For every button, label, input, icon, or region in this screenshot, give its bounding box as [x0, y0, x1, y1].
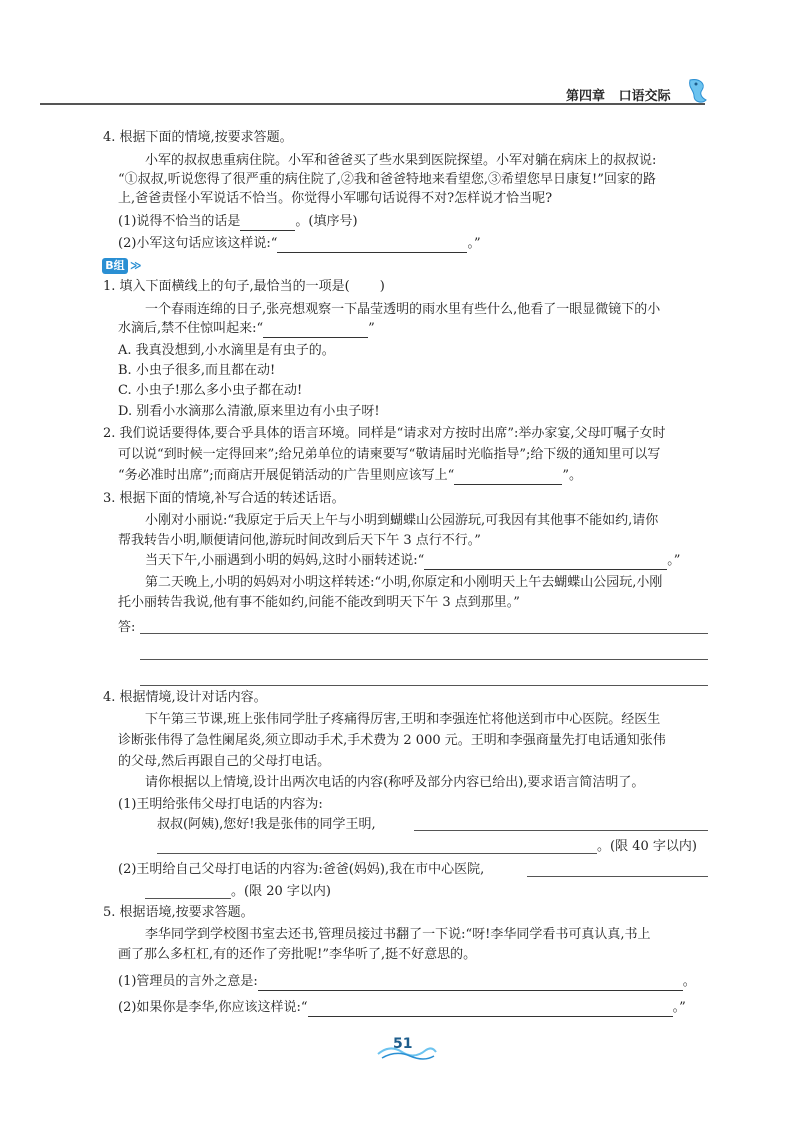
- b5-sub1-prompt: (1)管理员的言外之意是:: [118, 974, 258, 989]
- group-b-badge: B组: [102, 258, 128, 274]
- q4a-sub1: [118, 213, 358, 231]
- q4a-sub2-prompt: (2)小军这句话应该这样说:“: [118, 236, 278, 251]
- q4a-sub2-close: 。”: [467, 236, 481, 251]
- b4-paragraph-line: 诊断张伟得了急性阑尾炎,须立即动手术,手术费为 2 000 元。王明和李强商量先打电话通知张伟: [118, 733, 666, 748]
- b4-sub1-start: 叔叔(阿姨),您好!我是张伟的同学王明,: [157, 817, 376, 832]
- b3-close: 。”: [667, 553, 681, 568]
- b1-quote-close: ”: [368, 321, 375, 336]
- answer-label: 答:: [118, 620, 136, 635]
- answer-line[interactable]: [140, 633, 708, 634]
- b1-title-text: 1. 填入下面横线上的句子,最恰当的一项是(: [103, 279, 350, 294]
- chevron-right-icon: ≫: [130, 259, 142, 272]
- header-rule: [40, 103, 705, 105]
- b3-paragraph-line: 小刚对小丽说:“我原定于后天上午与小明到蝴蝶山公园游玩,可我因有其他事不能如约,请你: [145, 513, 659, 528]
- b4-sub2-prompt: (2)王明给自己父母打电话的内容为:爸爸(妈妈),我在市中心医院,: [118, 862, 485, 877]
- b3-title: 3. 根据下面的情境,补写合适的转述话语。: [103, 491, 345, 506]
- b5-paragraph-line: 李华同学到学校图书室去还书,管理员接过书翻了一下说:“呀!李华同学看书可真认真,书上: [145, 927, 651, 942]
- b4-sub2-limit: 。(限 20 字以内): [231, 884, 331, 899]
- chapter-number: 第四章: [566, 89, 606, 104]
- b2-line3: [118, 467, 582, 485]
- answer-line[interactable]: [140, 685, 708, 686]
- b1-paragraph-line2: [118, 320, 375, 338]
- answer-blank[interactable]: [454, 470, 562, 485]
- b1-paragraph-line: 一个春雨连绵的日子,张亮想观察一下晶莹透明的雨水里有些什么,他看了一眼显微镜下的小: [145, 302, 661, 317]
- page-number: 51: [393, 1036, 413, 1052]
- option-a: A. 我真没想到,小水滴里是有虫子的。: [118, 343, 335, 358]
- b1-title: [103, 278, 385, 296]
- b1-title-close: ): [379, 279, 385, 294]
- b3-paragraph-text: 当天下午,小丽遇到小明的妈妈,这时小丽转述说:“: [145, 553, 425, 568]
- answer-line[interactable]: [145, 898, 231, 899]
- b5-sub2-close: 。”: [672, 1000, 686, 1015]
- q4a-sub2: [118, 235, 481, 253]
- option-d: D. 别看小水滴那么清澈,原来里边有小虫子呀!: [118, 404, 380, 419]
- answer-blank[interactable]: [277, 238, 467, 253]
- b5-paragraph-line: 画了那么多杠杠,有的还作了旁批呢!”李华听了,挺不好意思的。: [118, 947, 477, 962]
- answer-line[interactable]: [414, 830, 708, 831]
- answer-line[interactable]: [140, 659, 708, 660]
- b3-paragraph-line3: [145, 552, 680, 570]
- answer-line[interactable]: [527, 876, 708, 877]
- b3-paragraph-line: 第二天晚上,小明的妈妈对小明这样转述:“小明,你原定和小刚明天上午去蝴蝶山公园玩,小刚: [145, 575, 663, 590]
- b4-title: 4. 根据情境,设计对话内容。: [103, 690, 267, 705]
- option-b: B. 小虫子很多,而且都在动!: [118, 363, 276, 378]
- b3-paragraph-line: 帮我转告小明,顺便请问他,游玩时间改到后天下午 3 点行不行。”: [118, 533, 481, 548]
- b5-title: 5. 根据语境,按要求答题。: [103, 905, 254, 920]
- b4-sub1-limit: 。(限 40 字以内): [597, 839, 697, 854]
- b4-paragraph-line: 的父母,然后再跟自己的父母打电话。: [118, 754, 331, 769]
- option-c: C. 小虫子!那么多小虫子都在动!: [118, 383, 303, 398]
- b5-sub1: [118, 973, 696, 991]
- answer-blank[interactable]: [263, 323, 368, 338]
- answer-blank[interactable]: [258, 976, 683, 991]
- answer-line[interactable]: [157, 853, 597, 854]
- b4-paragraph-line: 请你根据以上情境,设计出两次电话的内容(称呼及部分内容已给出),要求语言简洁明了。: [145, 775, 645, 790]
- b5-sub2-prompt: (2)如果你是李华,你应该这样说:“: [118, 1000, 308, 1015]
- answer-blank[interactable]: [308, 1002, 673, 1017]
- q4a-sub1-note: 。(填序号): [295, 214, 358, 229]
- q4a-paragraph-line: 上,爸爸责怪小军说话不恰当。你觉得小军哪句话说得不对?怎样说才恰当呢?: [118, 191, 553, 206]
- section-title: 口语交际: [618, 89, 671, 104]
- q4a-title: 4. 根据下面的情境,按要求答题。: [103, 130, 293, 145]
- q4a-paragraph-line: “①叔叔,听说您得了很严重的病住院了,②我和爸爸特地来看望您,③希望您早日康复!”回家的路: [118, 172, 656, 187]
- b4-sub1-prompt: (1)王明给张伟父母打电话的内容为:: [118, 797, 323, 812]
- b2-line: 可以说“到时候一定得回来”;给兄弟单位的请柬要写“敬请届时光临指导”;给下级的通知里可以写: [118, 447, 661, 462]
- b1-paragraph-text: 水滴后,禁不住惊叫起来:“: [118, 321, 264, 336]
- b2-line: 2. 我们说话要得体,要合乎具体的语言环境。同样是“请求对方按时出席”:举办家宴,父母叮嘱子女时: [103, 426, 666, 441]
- b2-line-text: “务必准时出席”;而商店开展促销活动的广告里则应该写上“: [118, 468, 455, 483]
- answer-blank[interactable]: [424, 555, 667, 570]
- q4a-paragraph-line: 小军的叔叔患重病住院。小军和爸爸买了些水果到医院探望。小军对躺在病床上的叔叔说:: [145, 153, 657, 168]
- b2-close: ”。: [562, 468, 582, 483]
- b5-sub2: [118, 999, 686, 1017]
- answer-blank[interactable]: [240, 216, 295, 231]
- seahorse-icon: [682, 76, 712, 106]
- b4-paragraph-line: 下午第三节课,班上张伟同学肚子疼痛得厉害,王明和李强连忙将他送到市中心医院。经医生: [145, 712, 661, 727]
- b5-sub1-close: 。: [682, 974, 696, 989]
- q4a-sub1-prompt: (1)说得不恰当的话是: [118, 214, 241, 229]
- b3-paragraph-line: 托小丽转告我说,他有事不能如约,问能不能改到明天下午 3 点到那里。”: [118, 595, 520, 610]
